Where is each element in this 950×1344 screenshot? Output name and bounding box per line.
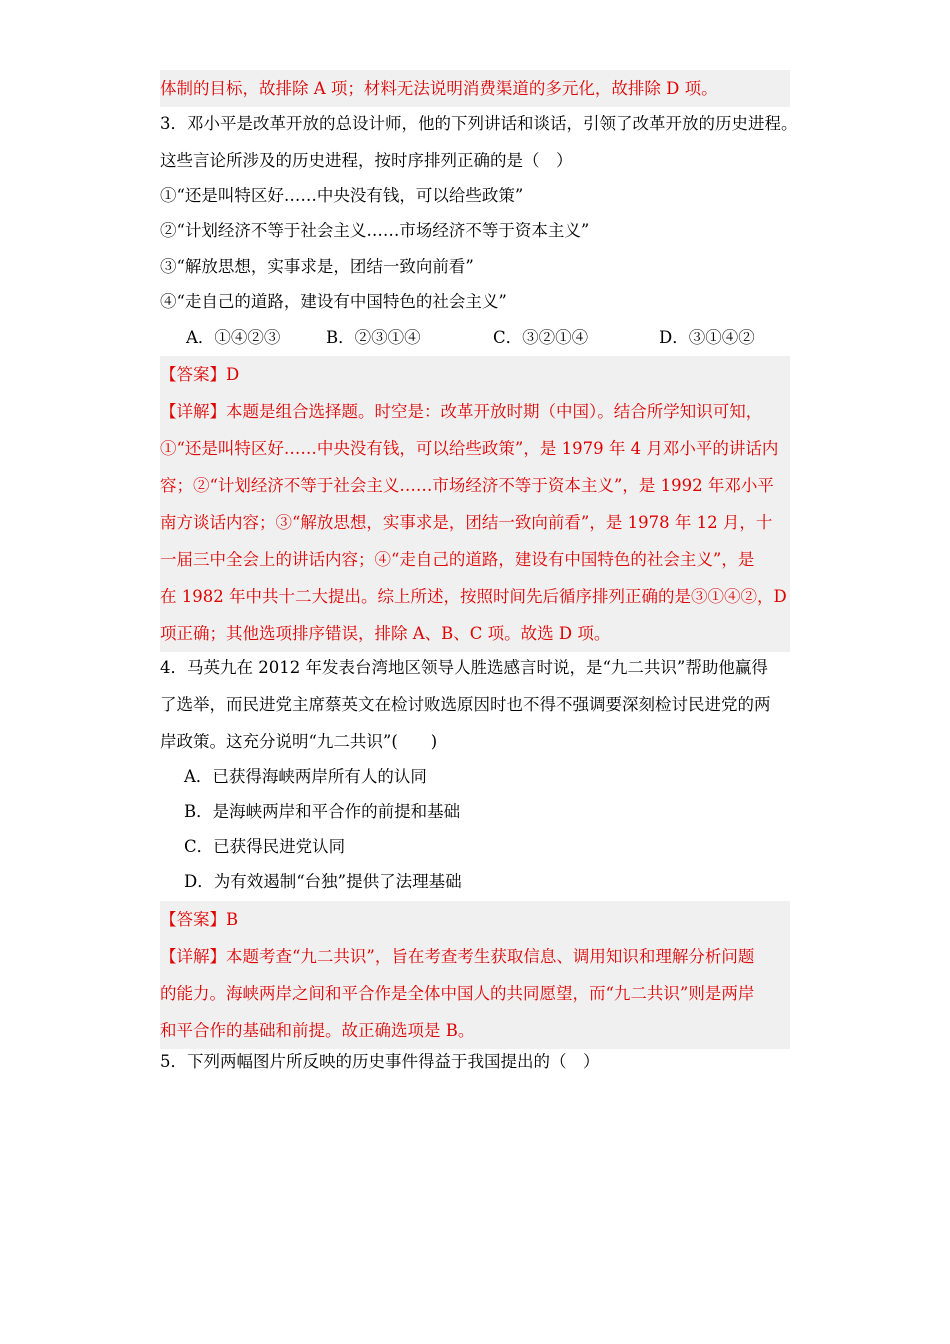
q3-statement-4: ④“走自己的道路，建设有中国特色的社会主义” (160, 292, 507, 311)
q3-detail-line: 南方谈话内容；③“解放思想，实事求是，团结一致向前看”，是 1978 年 12 月，十 (160, 513, 773, 532)
q4-stem-line-1: 4．马英九在 2012 年发表台湾地区领导人胜选感言时说，是“九二共识”帮助他赢得 (160, 658, 768, 677)
q3-stem-line-2: 这些言论所涉及的历史进程，按时序排列正确的是（ ） (160, 151, 573, 170)
q3-statement-1: ①“还是叫特区好……中央没有钱，可以给些政策” (160, 186, 524, 205)
q3-statement-2: ②“计划经济不等于社会主义……市场经济不等于资本主义” (160, 221, 590, 240)
q5-stem: 5．下列两幅图片所反映的历史事件得益于我国提出的（ ） (160, 1052, 600, 1071)
carryover-explanation: 体制的目标，故排除 A 项；材料无法说明消费渠道的多元化，故排除 D 项。 (160, 70, 790, 107)
q4-detail-line: 和平合作的基础和前提。故正确选项是 B。 (160, 1021, 475, 1040)
q3-detail-line: ①“还是叫特区好……中央没有钱，可以给些政策”，是 1979 年 4 月邓小平的讲话内 (160, 439, 779, 458)
q4-option-d: D．为有效遏制“台独”提供了法理基础 (184, 872, 462, 891)
q3-stem-line-1: 3．邓小平是改革开放的总设计师，他的下列讲话和谈话，引领了改革开放的历史进程。 (160, 114, 798, 133)
q3-option-d: D．③①④② (659, 328, 755, 347)
q3-detail-line: 项正确；其他选项排序错误，排除 A、B、C 项。故选 D 项。 (160, 624, 611, 643)
q4-option-a: A．已获得海峡两岸所有人的认同 (184, 767, 427, 786)
q4-answer-block (160, 901, 790, 1049)
q3-option-b: B．②③①④ (326, 328, 421, 347)
q3-statement-3: ③“解放思想，实事求是，团结一致向前看” (160, 257, 474, 276)
q3-answer-block (160, 356, 790, 652)
q4-detail-line: 【详解】本题考查“九二共识”，旨在考查考生获取信息、调用知识和理解分析问题 (160, 947, 755, 966)
q3-detail-line: 【详解】本题是组合选择题。时空是：改革开放时期（中国）。结合所学知识可知， (160, 402, 763, 421)
q3-option-a: A．①④②③ (186, 328, 281, 347)
q3-answer: 【答案】D (160, 365, 240, 384)
q3-detail-line: 一届三中全会上的讲话内容；④“走自己的道路，建设有中国特色的社会主义”，是 (160, 550, 755, 569)
q4-detail-line: 的能力。海峡两岸之间和平合作是全体中国人的共同愿望，而“九二共识”则是两岸 (160, 984, 755, 1003)
q4-answer: 【答案】B (160, 910, 239, 929)
q4-option-c: C．已获得民进党认同 (184, 837, 346, 856)
q3-option-c: C．③②①④ (493, 328, 589, 347)
q4-stem-line-3: 岸政策。这充分说明“九二共识”( ) (160, 732, 438, 751)
q4-option-b: B．是海峡两岸和平合作的前提和基础 (184, 802, 461, 821)
q3-detail-line: 容；②“计划经济不等于社会主义……市场经济不等于资本主义”，是 1992 年邓小平 (160, 476, 774, 495)
q4-stem-line-2: 了选举，而民进党主席蔡英文在检讨败选原因时也不得不强调要深刻检讨民进党的两 (160, 695, 771, 714)
q3-detail-line: 在 1982 年中共十二大提出。综上所述，按照时间先后循序排列正确的是③①④②，D (160, 587, 787, 606)
